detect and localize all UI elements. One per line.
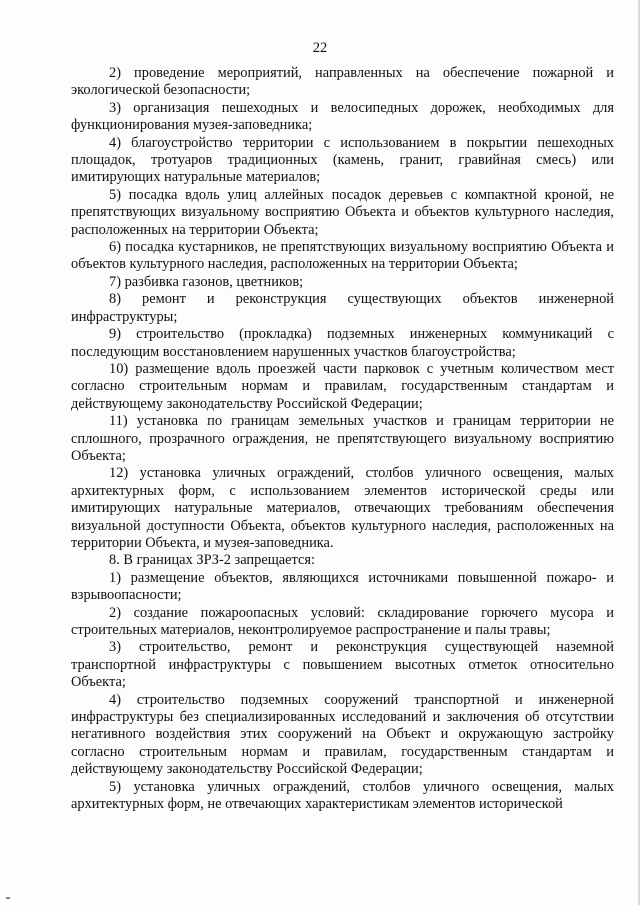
paragraph: 3) строительство, ремонт и реконструкция существующей наземной транспортной инфраструктуры с повышением высотных отметок относительно Объекта; xyxy=(71,639,614,691)
paragraph: 9) строительство (прокладка) подземных инженерных коммуникаций с последующим восстановлением нарушенных участков благоустройства; xyxy=(71,326,614,360)
paragraph: 2) проведение мероприятий, направленных на обеспечение пожарной и экологической безопасности; xyxy=(71,65,614,99)
document-body xyxy=(71,65,614,813)
paragraph: 5) посадка вдоль улиц аллейных посадок деревьев с компактной кроной, не препятствующих визуальному восприятию Объекта и объектов культурного наследия, расположенных на территории Объекта; xyxy=(71,186,614,238)
paragraph: 7) разбивка газонов, цветников; xyxy=(109,273,304,290)
paragraph: 4) благоустройство территории с использованием в покрытии пешеходных площадок, тротуаров традиционных (камень, гранит, гравийная смесь) или имитирующих натуральные материалов; xyxy=(71,134,614,186)
paragraph: 10) размещение вдоль проезжей части парковок с учетным количеством мест согласно строительным нормам и правилам, государственным стандартам и действующему законодательству Российской Федерации; xyxy=(71,360,614,412)
paragraph: 3) организация пешеходных и велосипедных дорожек, необходимых для функционирования музея-заповедника; xyxy=(71,99,614,134)
paragraph: 11) установка по границам земельных участков и границам территории не сплошного, прозрачного ограждения, не препятствующего визуальному восприятию Объекта; xyxy=(71,413,614,464)
paragraph: 2) создание пожароопасных условий: складирование горючего мусора и строительных материалов, неконтролируемое распространение и палы травы; xyxy=(71,604,614,638)
paragraph: 1) размещение объектов, являющихся источниками повышенной пожаро- и взрывоопасности; xyxy=(71,569,614,604)
page-number: 22 xyxy=(312,40,328,56)
paragraph: 4) строительство подземных сооружений транспортной и инженерной инфраструктуры без специализированных исследований и заключения об отсутствии негативного воздействия этих сооружений на Объект и окружающую застройку согласно строительным нормам и правилам, государственным стандартам и действующему законодательству Российской Федерации; xyxy=(71,691,614,778)
section-heading: 8. В границах ЗРЗ-2 запрещается: xyxy=(109,552,316,569)
scan-speck xyxy=(6,897,10,899)
paragraph: 12) установка уличных ограждений, столбов уличного освещения, малых архитектурных форм, с использованием элементов исторической среды или имитирующих натуральные материалов, отвечающих требованиям обеспечения визуальной доступности Объекта, объектов культурного наследия, расположенных на территории Объекта, и музея-заповедника. xyxy=(71,465,614,551)
paragraph: 5) установка уличных ограждений, столбов уличного освещения, малых архитектурных форм, не отвечающих характеристикам элементов исторической xyxy=(71,778,614,813)
paragraph: 6) посадка кустарников, не препятствующих визуальному восприятию Объекта и объектов культурного наследия, расположенных на территории Объекта; xyxy=(71,239,614,273)
paragraph: 8) ремонт и реконструкция существующих объектов инженерной инфраструктуры; xyxy=(71,291,614,325)
